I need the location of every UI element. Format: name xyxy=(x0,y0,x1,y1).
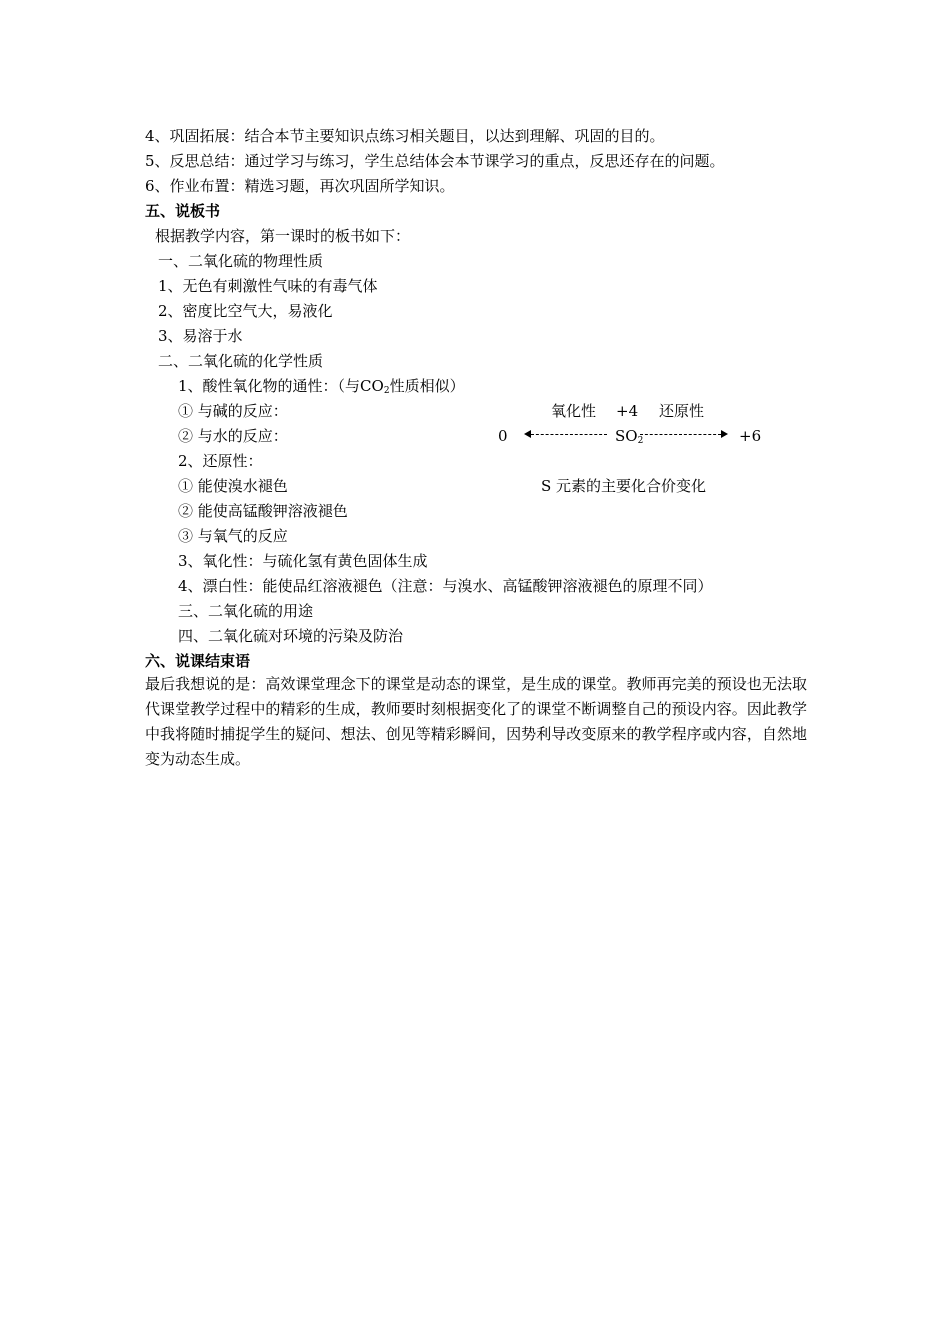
step-6-line: 6、作业布置：精选习题，再次巩固所学知识。 xyxy=(145,177,455,195)
arrow-left-head xyxy=(524,430,531,438)
co2-sub: 2 xyxy=(383,386,390,396)
co2-co: CO xyxy=(360,377,384,395)
diagram-caption: S 元素的主要化合价变化 xyxy=(541,477,707,495)
part-1-item-1: 1、无色有刺激性气味的有毒气体 xyxy=(158,277,378,295)
part-2-row-bromine: ① 能使溴水褪色 xyxy=(178,477,288,495)
part-2-row-kmno4: ② 能使高锰酸钾溶液褪色 xyxy=(178,502,348,520)
so2-so: SO xyxy=(615,427,638,445)
section-6-heading: 六、说课结束语 xyxy=(145,652,251,670)
step-4-line: 4、巩固拓展：结合本节主要知识点练习相关题目，以达到理解、巩固的目的。 xyxy=(145,127,665,145)
part-2-item-1-post: 性质相似） xyxy=(389,377,465,395)
part-2-row-base: ① 与碱的反应： xyxy=(178,402,288,420)
so2-sub: 2 xyxy=(637,436,644,446)
part-2-item-3: 3、氧化性：与硫化氢有黄色固体生成 xyxy=(178,552,428,570)
part-2-item-1-pre: 1、酸性氧化物的通性：（与 xyxy=(178,377,361,395)
arrow-right-head xyxy=(721,430,728,438)
reducing-label: 还原性 xyxy=(659,402,705,420)
valence-zero: 0 xyxy=(498,427,508,445)
step-5-line: 5、反思总结：通过学习与练习，学生总结体会本节课学习的重点，反思还存在的问题。 xyxy=(145,152,725,170)
part-1-item-3: 3、易溶于水 xyxy=(158,327,243,345)
part-2-row-oxygen: ③ 与氧气的反应 xyxy=(178,527,288,545)
part-2-item-2: 2、还原性： xyxy=(178,452,263,470)
co2-formula xyxy=(360,377,390,395)
part-1-title: 一、二氧化硫的物理性质 xyxy=(158,252,324,270)
valence-plus4: +4 xyxy=(616,402,639,420)
arrow-left-shaft xyxy=(531,434,607,436)
part-1-item-2: 2、密度比空气大，易液化 xyxy=(158,302,333,320)
part-2-item-4: 4、漂白性：能使品红溶液褪色（注意：与溴水、高锰酸钾溶液褪色的原理不同） xyxy=(178,577,713,595)
part-2-row-water: ② 与水的反应： xyxy=(178,427,288,445)
valence-plus6: +6 xyxy=(739,427,762,445)
part-3-title: 三、二氧化硫的用途 xyxy=(178,602,314,620)
part-2-title: 二、二氧化硫的化学性质 xyxy=(158,352,324,370)
oxidizing-label: 氧化性 xyxy=(551,402,597,420)
closing-paragraph: 最后我想说的是：高效课堂理念下的课堂是动态的课堂，是生成的课堂。教师再完美的预设也无法取代课堂教学过程中的精彩的生成，教师要时刻根据变化了的课堂不断调整自己的预设内容。因此教学中我将随时捕捉学生的疑问、想法、创见等精彩瞬间，因势利导改变原来的教学程序或内容，自然地变为动态生成。 xyxy=(145,675,807,768)
part-2-item-1 xyxy=(178,376,465,401)
section-5-heading: 五、说板书 xyxy=(145,202,221,220)
section-5-intro: 根据教学内容，第一课时的板书如下： xyxy=(155,227,411,245)
so2-formula xyxy=(615,426,643,451)
part-4-title: 四、二氧化硫对环境的污染及防治 xyxy=(178,627,404,645)
arrow-right-shaft xyxy=(640,434,721,436)
